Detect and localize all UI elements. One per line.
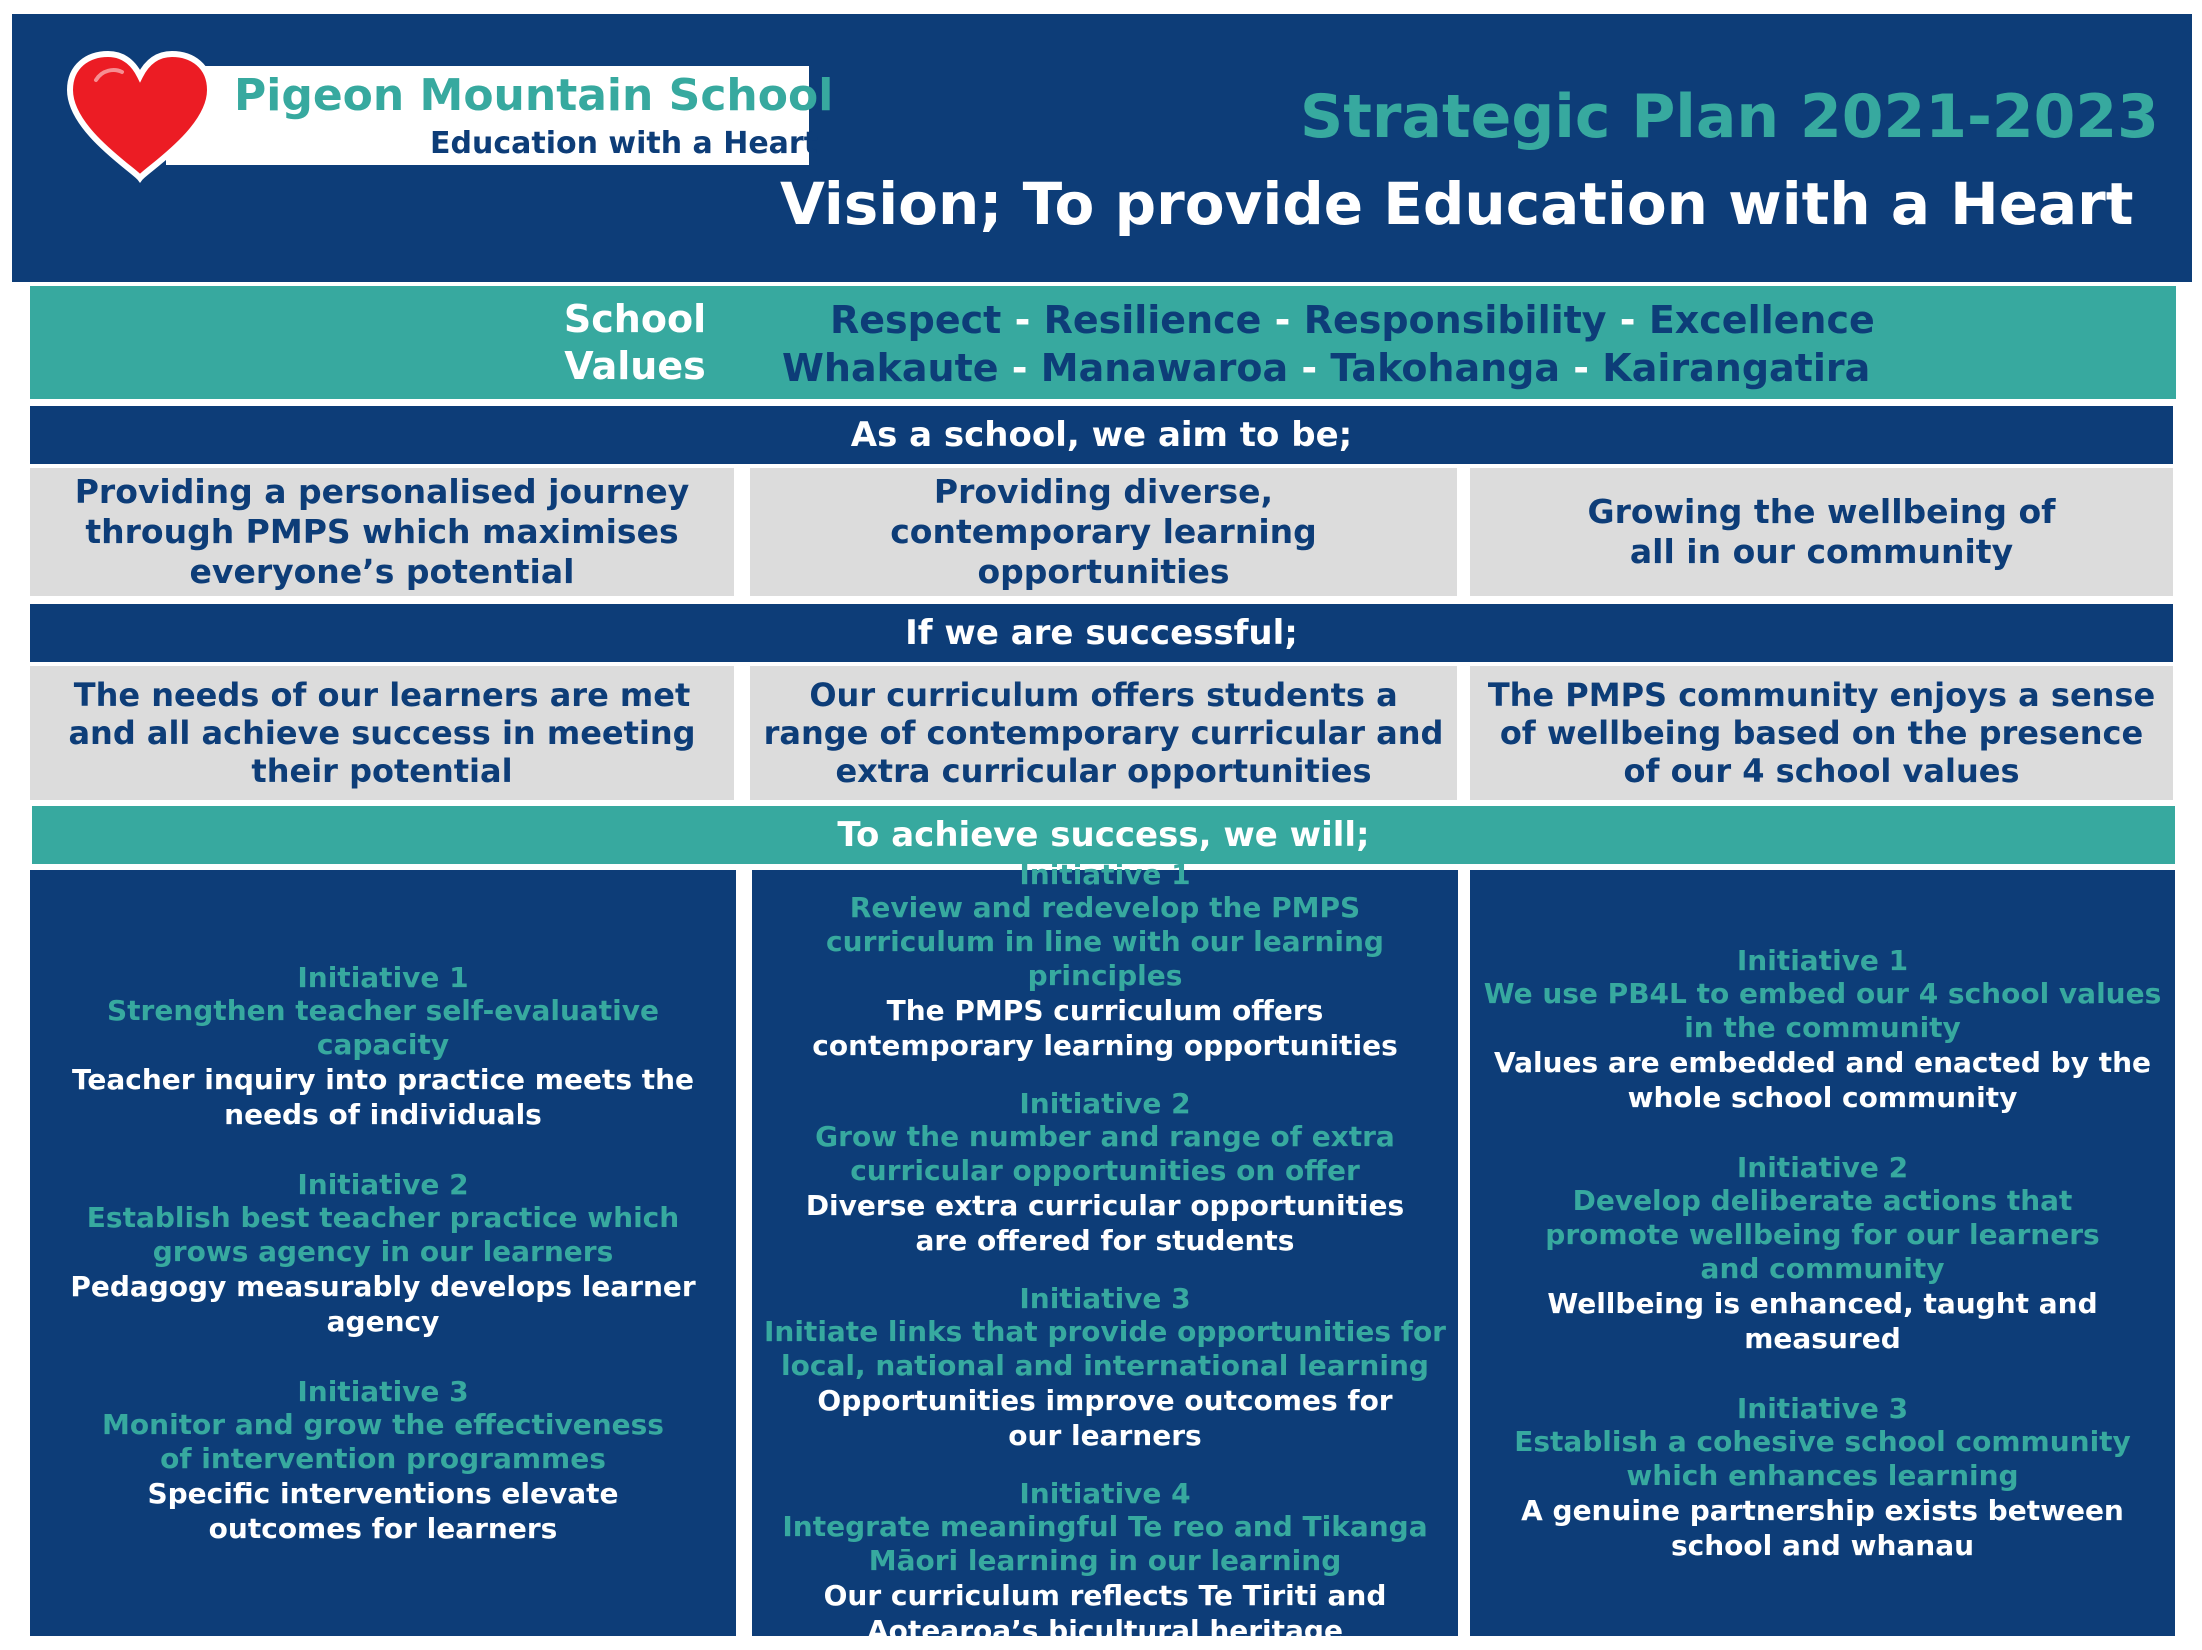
initiative-description: Initiate links that provide opportunities for local, national and international learning (763, 1315, 1446, 1382)
success-text-1: The needs of our learners are met and all achieve success in meeting their potential (68, 676, 696, 790)
success-card-1 (30, 666, 734, 800)
value-whakaute: Whakaute (782, 346, 999, 390)
initiative-block (40, 1168, 726, 1339)
initiative-description: Establish a cohesive school community which enhances learning (1514, 1424, 2131, 1492)
initiatives-column-3 (1470, 870, 2175, 1636)
initiatives-column-1 (30, 870, 736, 1636)
achieve-title: To achieve success, we will; (32, 806, 2175, 864)
initiative-block (1480, 1392, 2165, 1563)
success-title: If we are successful; (30, 604, 2173, 662)
value-responsibility: Responsibility (1303, 298, 1607, 342)
heart-logo-icon (66, 50, 214, 184)
initiative-outcome: Specific interventions elevate outcomes for learners (147, 1476, 619, 1545)
initiative-block (762, 1477, 1448, 1648)
aim-card-3 (1470, 468, 2173, 596)
school-values-label (520, 296, 750, 390)
success-card-3 (1470, 666, 2173, 800)
initiative-block (762, 858, 1448, 1063)
values-label-line1: School (563, 297, 707, 341)
initiative-title: Initiative 2 (1019, 1087, 1191, 1120)
initiative-outcome: Teacher inquiry into practice meets the needs of individuals (71, 1062, 695, 1131)
initiative-outcome: The PMPS curriculum offers contemporary learning opportunities (812, 994, 1398, 1062)
initiative-outcome: Wellbeing is enhanced, taught and measured (1547, 1286, 2098, 1355)
success-card-2 (750, 666, 1457, 800)
initiative-description: Grow the number and range of extra curricular opportunities on offer (815, 1120, 1395, 1187)
value-excellence: Excellence (1648, 298, 1875, 342)
aim-card-1 (30, 468, 734, 596)
initiative-outcome: Our curriculum reflects Te Tiriti and Aotearoa’s bicultural heritage (823, 1579, 1387, 1647)
value-takohanga: Takohanga (1330, 346, 1561, 390)
initiative-outcome: Opportunities improve outcomes for our learners (817, 1384, 1393, 1452)
initiative-title: Initiative 2 (297, 1167, 469, 1201)
value-separator: - (1301, 346, 1318, 390)
values-maori (782, 346, 1870, 390)
initiative-description: Develop deliberate actions that promote wellbeing for our learners and community (1545, 1183, 2100, 1285)
initiative-block (1480, 944, 2165, 1115)
initiative-description: Strengthen teacher self-evaluative capacity (106, 993, 659, 1061)
initiative-description: Integrate meaningful Te reo and Tikanga Māori learning in our learning (782, 1510, 1428, 1577)
school-name: Pigeon Mountain School (234, 70, 834, 121)
aim-text-3: Growing the wellbeing of all in our community (1587, 492, 2056, 571)
value-separator: - (1014, 298, 1031, 342)
value-manawaroa: Manawaroa (1040, 346, 1289, 390)
initiative-title: Initiative 3 (297, 1374, 469, 1408)
initiative-block (762, 1282, 1448, 1453)
initiative-title: Initiative 3 (1019, 1282, 1191, 1315)
vision-statement: Vision; To provide Education with a Heart (780, 170, 2134, 238)
initiative-description: Monitor and grow the effectiveness of intervention programmes (102, 1407, 664, 1475)
value-separator: - (1011, 346, 1028, 390)
aim-card-2 (750, 468, 1457, 596)
initiative-description: Establish best teacher practice which grows agency in our learners (86, 1200, 680, 1268)
initiative-title: Initiative 3 (1736, 1391, 1909, 1425)
success-text-2: Our curriculum offers students a range of contemporary curricular and extra curricular opportunities (763, 676, 1444, 790)
success-text-3: The PMPS community enjoys a sense of wellbeing based on the presence of our 4 school values (1487, 676, 2156, 790)
value-separator: - (1274, 298, 1291, 342)
initiative-outcome: Pedagogy measurably develops learner agency (70, 1269, 696, 1338)
value-resilience: Resilience (1043, 298, 1262, 342)
values-english (830, 298, 1875, 342)
aims-title: As a school, we aim to be; (30, 406, 2173, 464)
initiatives-column-2 (752, 858, 1458, 1647)
values-label-line2: Values (564, 344, 706, 388)
initiative-description: Review and redevelop the PMPS curriculum in line with our learning principles (826, 891, 1384, 992)
value-kairangatira: Kairangatira (1602, 346, 1871, 390)
aim-text-2: Providing diverse, contemporary learning opportunities (890, 472, 1317, 591)
value-separator: - (1619, 298, 1636, 342)
value-separator: - (1573, 346, 1590, 390)
initiative-block (762, 1087, 1448, 1258)
initiative-outcome: A genuine partnership exists between school and whanau (1521, 1493, 2124, 1562)
value-respect: Respect (830, 298, 1002, 342)
initiative-description: We use PB4L to embed our 4 school values in the community (1483, 976, 2162, 1044)
initiative-title: Initiative 1 (297, 960, 469, 994)
initiative-block (40, 961, 726, 1132)
initiative-block (1480, 1151, 2165, 1356)
initiative-title: Initiative 4 (1019, 1477, 1191, 1510)
initiative-title: Initiative 1 (1019, 858, 1191, 891)
initiative-block (40, 1375, 726, 1546)
aim-text-1: Providing a personalised journey through PMPS which maximises everyone’s potential (74, 472, 690, 591)
plan-title: Strategic Plan 2021-2023 (1300, 82, 2159, 152)
initiative-outcome: Diverse extra curricular opportunities are offered for students (805, 1189, 1405, 1257)
initiative-title: Initiative 1 (1736, 943, 1909, 977)
school-tagline: Education with a Heart (430, 126, 819, 161)
initiative-title: Initiative 2 (1736, 1150, 1909, 1184)
initiative-outcome: Values are embedded and enacted by the whole school community (1493, 1045, 2152, 1114)
